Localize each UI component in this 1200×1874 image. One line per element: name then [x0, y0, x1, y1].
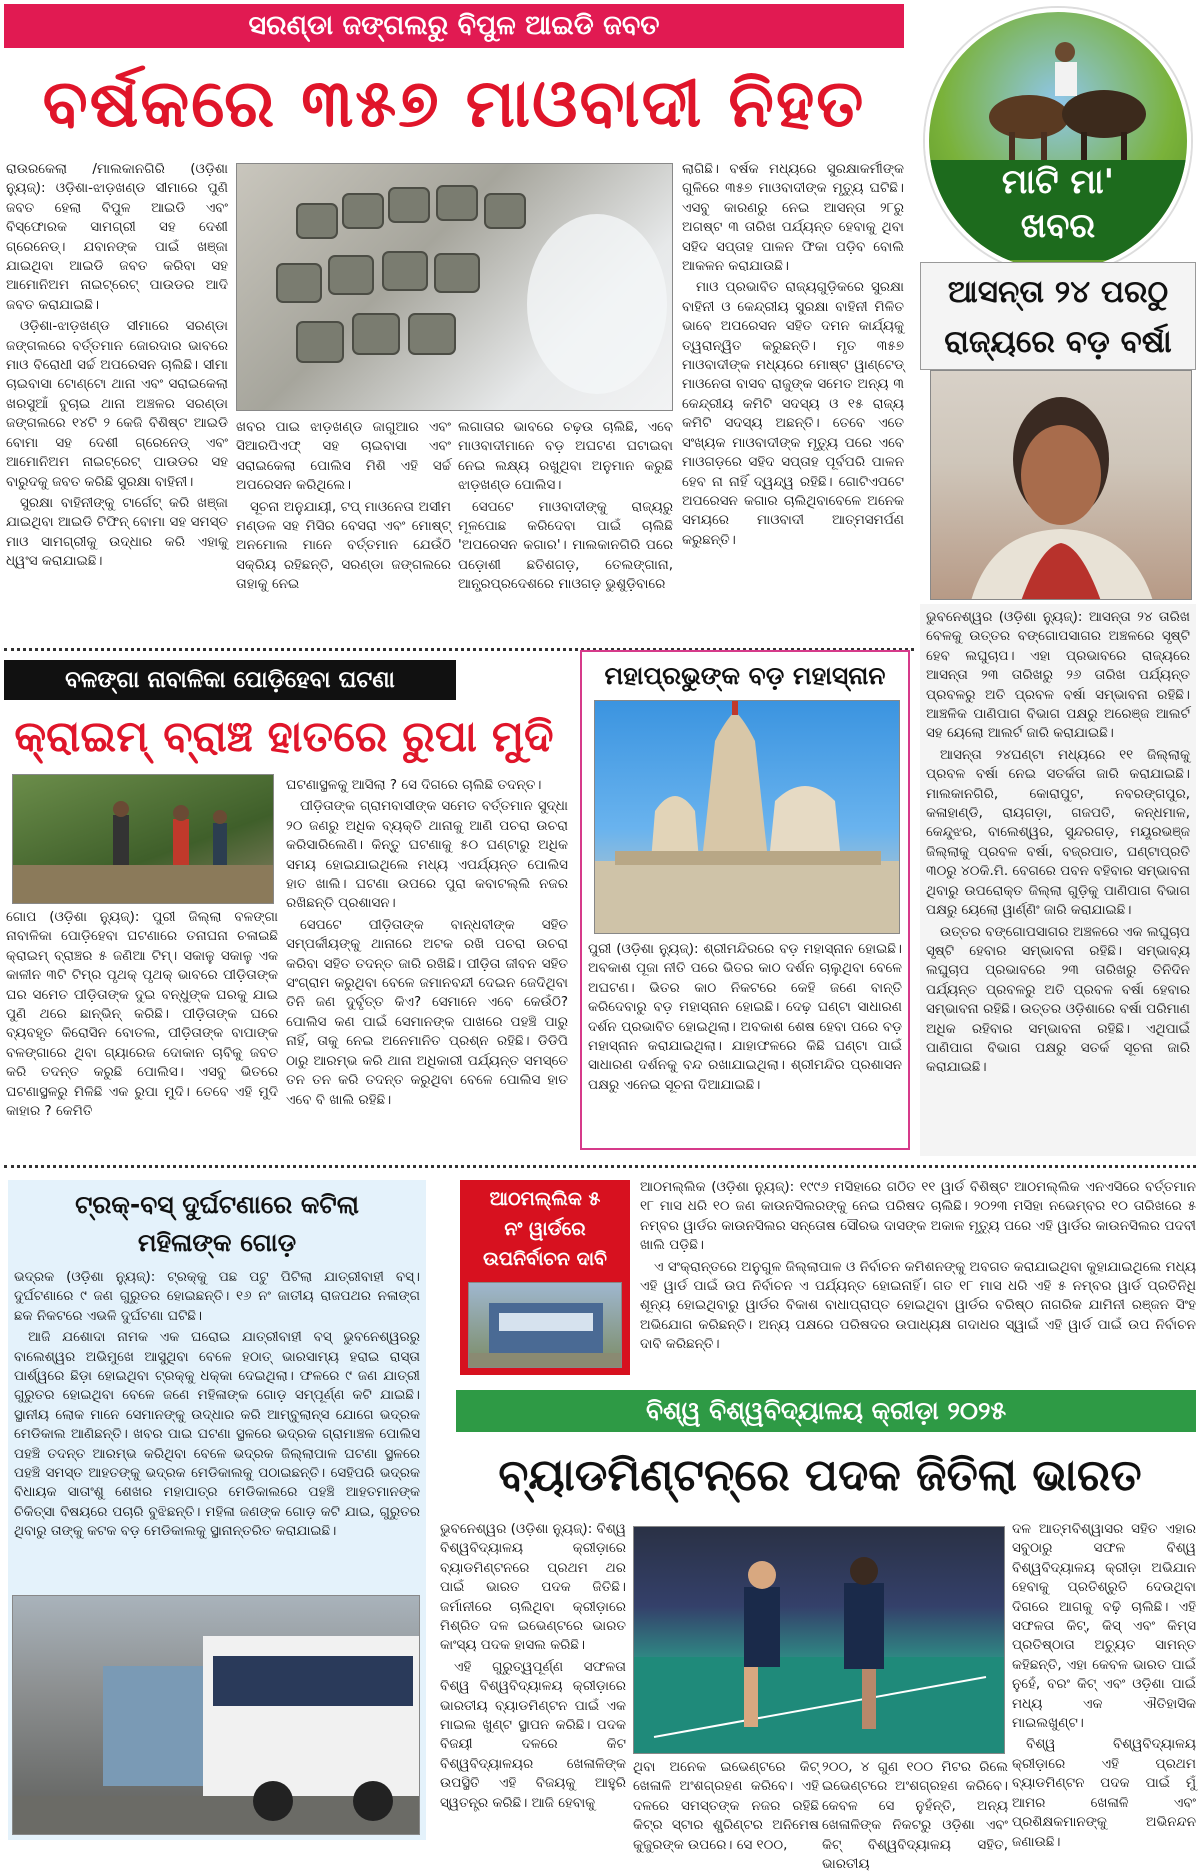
accident-story-headline	[8, 1186, 426, 1262]
paragraph: ଭୁବନେଶ୍ୱର (ଓଡ଼ିଶା ନ୍ୟୁଜ୍): ବିଶ୍ୱ ବିଶ୍ୱବିଦ୍ୟାଳୟ କ୍ରୀଡ଼ାରେ ବ୍ୟାଡମିଣ୍ଟନରେ ପ୍ରଥମ ଥର ପାଇଁ ଭାରତ ପଦକ ଜିତିଛି। ଜର୍ମାନୀରେ ଚାଲିଥିବା କ୍ରୀଡ଼ାରେ ମିଶ୍ରିତ ଦଳ ଇଭେଣ୍ଟରେ ଭାରତ କାଂସ୍ୟ ପଦକ ହାସଲ କରିଛି।	[440, 1521, 626, 1654]
farmer-oxen-icon	[969, 32, 1159, 162]
sports-story-col2a	[633, 1758, 819, 1853]
paragraph: ଆସନ୍ତା ୨୪ଘଣ୍ଟା ମଧ୍ୟରେ ୧୧ ଜିଲ୍ଲାକୁ ପ୍ରବଳ ବର୍ଷା ନେଇ ସତର୍କତା ଜାରି କରାଯାଇଛି। ମାଲକାନଗିରି, କୋରାପୁଟ, ନବରଙ୍ଗପୁର, କଳାହାଣ୍ଡି, ରାୟଗଡ଼ା, ଗଜପତି, କନ୍ଧମାଳ, କେନ୍ଦୁଝର, ବାଲେଶ୍ୱର, ସୁନ୍ଦରଗଡ଼, ମୟୂରଭଞ୍ଜ ଜିଲ୍ଲାକୁ ପ୍ରବଳ ବର୍ଷା, ବଜ୍ରପାତ, ଘଣ୍ଟାପ୍ରତି ୩୦ରୁ ୪୦କି.ମି. ବେଗରେ ପବନ ବହିବାର ସମ୍ଭାବନା ଥିବାରୁ ଉପରୋକ୍ତ ଜିଲ୍ଲା ଗୁଡ଼ିକୁ ପାଣିପାଗ ବିଭାଗ ପକ୍ଷରୁ ୟେଲୋ ୱାର୍ଣ୍ଣିଂ ଜାରି କରାଯାଇଛି।	[926, 746, 1190, 919]
temple-story-headline: ମହାପ୍ରଭୁଙ୍କ ବଡ଼ ମହାସ୍ନାନ	[604, 661, 886, 690]
portrait-illustration	[931, 371, 1192, 600]
accident-story-body	[14, 1268, 420, 1590]
ied-seizure-photo	[236, 163, 673, 411]
top-story-headline: ବର୍ଷକରେ ୩୫୭ ମାଓବାଦୀ ନିହତ	[42, 65, 866, 142]
paragraph: ଭଦ୍ରକ (ଓଡ଼ିଶା ନ୍ୟୁଜ୍): ଟ୍ରକ୍କୁ ପଛ ପଟୁ ପିଟିଲା ଯାତ୍ରୀବାହୀ ବସ୍। ଦୁର୍ଘଟଣାରେ ୯ ଜଣ ଗୁରୁତର ହୋଇଛନ୍ତି। ୧୬ ନଂ ଜାତୀୟ ରାଜପଥର ନଳାଙ୍ଗ ଛକ ନିକଟରେ ଏଭଳି ଦୁର୍ଘଟଣା ଘଟିଛି।	[14, 1269, 420, 1324]
paragraph: ସୂଚନା ଅନୁଯାୟୀ, ଟପ୍ ମାଓନେତା ଅସୀମ ମଣ୍ଡଳ ସହ ମିସିର ବେସରା ଏବଂ ମୋଷ୍ଟ୍ ଅନମୋଲ ମାନେ ବର୍ତ୍ତମାନ ଯେଉଁଠି ସକ୍ରିୟ ରହିଛନ୍ତି, ସରଣ୍ଡା ଜଙ୍ଗଲରେ ତାହାକୁ ନେଇ	[236, 498, 451, 593]
athamallik-headline-line1: ଆଠମଲ୍ଲିକ ୫	[489, 1188, 601, 1210]
paragraph: ଲାଗିଛି। ବର୍ଷକ ମଧ୍ୟରେ ସୁରକ୍ଷାକର୍ମୀଙ୍କ ଗୁଳିରେ ୩୫୭ ମାଓବାଦୀଙ୍କ ମୃତ୍ୟୁ ଘଟିଛି। ଏସବୁ କାରଣରୁ ନେଇ ଆସନ୍ତା ୨୮ରୁ ଅଗଷ୍ଟ ୩ ତାରିଖ ପର୍ଯ୍ୟନ୍ତ ହେବାକୁ ଥିବା ସହିଦ ସପ୍ତାହ ପାଳନ ଫିକା ପଡ଼ିବ ବୋଲି ଆକଳନ କରାଯାଉଛି।	[682, 161, 904, 275]
sports-story-banner: ବିଶ୍ୱ ବିଶ୍ୱବିଦ୍ୟାଳୟ କ୍ରୀଡ଼ା ୨୦୨୫	[456, 1390, 1196, 1432]
paragraph: ଭୁବନେଶ୍ୱର (ଓଡ଼ିଶା ନ୍ୟୁଜ୍): ଆସନ୍ତା ୨୪ ତାରିଖ ବେଳକୁ ଉତ୍ତର ବଙ୍ଗୋପସାଗର ଅଞ୍ଚଳରେ ସୃଷ୍ଟି ହେବ ଲଘୁଚାପ। ଏହା ପ୍ରଭାବରେ ରାଜ୍ୟରେ ଆସନ୍ତା ୨୩ ତାରିଖରୁ ୨୬ ତାରିଖ ପର୍ଯ୍ୟନ୍ତ ପ୍ରବଳରୁ ଅତି ପ୍ରବଳ ବର୍ଷା ସମ୍ଭାବନା ରହିଛି। ଆଞ୍ଚଳିକ ପାଣିପାଗ ବିଭାଗ ପକ୍ଷରୁ ଅରେଞ୍ଜ ଆଲର୍ଟ ସହ ୟେଲୋ ଆଲର୍ଟ ଜାରି କରାଯାଇଛି।	[926, 609, 1190, 742]
paragraph: ୨୦୦, ୪ ଗୁଣ ୧୦୦ ମିଟର ରିଲେ ଇଭେଣ୍ଟରେ ଅଂଶଗ୍ରହଣ କରିବେ। କେବଳ ସେ ନୁହଁନ୍ତି, ଅନ୍ୟ ଖେଳାଳିଙ୍କ ନିକଟରୁ ଓଡ଼ିଶା ଏବଂ କିଟ୍ ବିଶ୍ୱବିଦ୍ୟାଳୟ ସହିତ, ଭାରତୀୟ	[822, 1759, 1008, 1873]
paragraph: ଥିବା ଅନେକ ଇଭେଣ୍ଟରେ କିଟ୍ ଖେଳାଳି ଅଂଶଗ୍ରହଣ କରିବେ। ଏହି ଦଳରେ ସମସ୍ତଙ୍କ ନଜର ରହିଛି କିଟ୍ର ସ୍ଟାର ଶ୍ପ୍ରିଣ୍ଟର ଅନିମେଷ କୁଜୁରଙ୍କ ଉପରେ। ସେ ୧୦୦,	[633, 1759, 819, 1853]
paragraph: ସୁରକ୍ଷା ବାହିନୀଙ୍କୁ ଟାର୍ଗେଟ୍ କରି ଖଞ୍ଜା ଯାଇଥିବା ଆଇଡି ଟିଫିନ୍ ବୋମା ସହ ସମସ୍ତ ମାଓ ସାମଗ୍ରୀକୁ ଉଦ୍ଧାର କରି ଏହାକୁ ଧ୍ୱଂସ କରାଯାଇଛି।	[6, 494, 228, 570]
paragraph: ଏ ସଂକ୍ରାନ୍ତରେ ଅନୁଗୁଳ ଜିଲ୍ଲାପାଳ ଓ ନିର୍ବାଚନ କମିଶନଙ୍କୁ ଅବଗତ କରାଯାଇଥିବା କୁହାଯାଇଥିଲେ ମଧ୍ୟ ଏହି ୱାର୍ଡ ପାଇଁ ଉପ ନିର୍ବାଚନ ଏ ପର୍ଯ୍ୟନ୍ତ ହୋଇନାହିଁ। ଗତ ୧୮ ମାସ ଧରି ଏହି ୫ ନମ୍ବର ୱାର୍ଡ ପ୍ରତିନିଧି ଶୂନ୍ୟ ହୋଇଥିବାରୁ ୱାର୍ଡର ବିକାଶ ବାଧାପ୍ରାପ୍ତ ହୋଇଥିବା ୱାର୍ଡର ବରିଷ୍ଠ ନାଗରିକ ଯାମିନୀ ରଞ୍ଜନ ସିଂହ ଅଭିଯୋଗ କରିଛନ୍ତି। ଅନ୍ୟ ପକ୍ଷରେ ପରିଷଦର ଉପାଧ୍ୟକ୍ଷ ଗଦାଧର ସ୍ୱାଇଁ ଏହି ୱାର୍ଡ ପାଇଁ ଉପ ନିର୍ବାଚନ ଦାବି କରିଛନ୍ତି।	[640, 1258, 1196, 1353]
mati-maa-khabar-logo	[925, 8, 1191, 274]
top-story-col3	[458, 418, 673, 638]
paragraph: ଘଟଣାସ୍ଥଳକୁ ଆସିଲା ? ସେ ଦିଗରେ ଚାଲିଛି ତଦନ୍ତ।	[286, 777, 542, 793]
bus-accident-illustration	[13, 1596, 420, 1835]
top-story-banner: ସରଣ୍ଡା ଜଙ୍ଗଲରୁ ବିପୁଳ ଆଇଡି ଜବତ	[4, 4, 904, 48]
paragraph: ଏହି ଗୁରୁତ୍ୱପୂର୍ଣ୍ଣ ସଫଳତା ବିଶ୍ୱ ବିଶ୍ୱବିଦ୍ୟାଳୟ କ୍ରୀଡ଼ାରେ ଭାରତୀୟ ବ୍ୟାଡମିଣ୍ଟନ ପାଇଁ ଏକ ମାଇଲ ଖୁଣ୍ଟ ସ୍ଥାପନ କରିଛି। ପଦକ ବିଜୟୀ ଦଳରେ କିଟ ବିଶ୍ୱବିଦ୍ୟାଳୟର ଖେଳାଳିଙ୍କ ଉପସ୍ଥିତି ଏହି ବିଜୟକୁ ଆହୁରି ସ୍ୱତନ୍ତ୍ର କରିଛି। ଆଜି ହେବାକୁ	[440, 1658, 626, 1811]
paragraph: ସେପଟେ ପୀଡ଼ିତାଙ୍କ ବାନ୍ଧବୀଙ୍କ ସହିତ ସମ୍ପର୍କୀୟଙ୍କୁ ଥାନାରେ ଅଟକ ରଖି ପଚରା ଉଚରା କରିବା ସହିତ ତଦନ୍ତ ଜାରି ରଖିଛି। ପୀଡ଼ିତା ଜୀବନ ସହିତ ସଂଗ୍ରାମ କରୁଥିବା ବେଳେ ଜମାନବନ୍ଦୀ ଦେଇନ ଜେଦିଥିବା ତିନି ଜଣ ଦୁର୍ବୃତ୍ତ କିଏ? ସେମାନେ ଏବେ କେଉଁଠି? ପୋଲିସ କଣ ପାଇଁ ସେମାନଙ୍କ ପାଖରେ ପହଞ୍ଚି ପାରୁ ନାହିଁ, ତାକୁ ନେଇ ଅନେମାନିତ ପ୍ରଶ୍ନ ରହିଛି। ଡିଡିପି ଠାରୁ ଆରମ୍ଭ କରି ଥାନା ଅଧିକାରୀ ପର୍ଯ୍ୟନ୍ତ ସମସ୍ତେ ତନ ତନ କରି ତଦନ୍ତ କରୁଥିବା ବେଳେ ପୋଲିସ ହାତ ଏବେ ବି ଖାଲି ରହିଛି।	[286, 916, 568, 1108]
athamallik-headline	[460, 1180, 630, 1274]
logo-line2: ଖବର	[1020, 206, 1096, 246]
temple-story-body	[588, 940, 902, 1146]
crime-scene-photo	[12, 774, 274, 904]
paragraph: ସେପଟେ ମାଓବାଦୀଙ୍କୁ ରାଜ୍ୟରୁ ମୂଳପୋଛ କରିଦେବା ପାଇଁ ଚାଲିଛି 'ଅପରେସନ କଗାର'। ମାଲକାନଗିରି ପରେ ପଡ଼ୋଶୀ ଛତିଶଗଡ଼, ତେଲଙ୍ଗାନା, ଆନ୍ଧ୍ରପ୍ରଦେଶରେ ମାଓଗଡ଼ ଭୁଶୁଡ଼ିବାରେ	[458, 498, 673, 593]
official-portrait-photo	[930, 370, 1192, 600]
paragraph: ରାଉରକେଲା /ମାଲକାନଗିରି (ଓଡ଼ିଶା ନ୍ୟୁଜ୍): ଓଡ଼ିଶା-ଝାଡ଼ଖଣ୍ଡ ସୀମାରେ ପୁଣି ଜବତ ହେଲା ବିପୁଳ ଆଇଡି ଏବଂ ବିସ୍ଫୋରକ ସାମଗ୍ରୀ ସହ ଦେଶୀ ଗ୍ରେନେଡ୍। ଯବାନଙ୍କ ପାଇଁ ଖଞ୍ଜା ଯାଇଥିବା ଆଇଡି ଜବତ କରିବା ସହ ଆମୋନିଅମ ନାଇଟ୍ରେଟ୍ ପାଉଡର ଆଦି ଜବତ କରାଯାଇଛି।	[6, 161, 228, 313]
crime-story-headline: କ୍ରାଇମ୍ ବ୍ରାଞ୍ଚ ହାତରେ ରୁପା ମୁଦି	[14, 712, 554, 762]
rain-story-body	[920, 604, 1196, 1156]
rain-headline-line2: ରାଜ୍ୟରେ ବଡ଼ ବର୍ଷା	[944, 324, 1172, 360]
paragraph: ଲଗାତାର ଭାବରେ ଚଢ଼ଉ ଚାଲିଛି, ଏବେ ମାଓବାଦୀମାନେ ବଡ଼ ଅଘଟଣ ଘଟାଇବା ନେଇ ଲକ୍ଷ୍ୟ ରଖୁଥିବା ଅନୁମାନ କରୁଛି ଝାଡ଼ଖଣ୍ଡ ପୋଲିସ।	[458, 419, 673, 494]
bus-accident-photo	[12, 1595, 420, 1835]
jagannath-temple-photo	[594, 700, 900, 934]
paragraph: ମାଓ ପ୍ରଭାବିତ ରାଜ୍ୟଗୁଡ଼ିକରେ ସୁରକ୍ଷା ବାହିନୀ ଓ କେନ୍ଦ୍ରୀୟ ସୁରକ୍ଷା ବାହିନୀ ମିଳିତ ଭାବେ ଅପରେସନ ସହିତ ଦମନ କାର୍ଯ୍ୟକୁ ତ୍ୱରାନ୍ୱିତ କରୁଛନ୍ତି। ମୃତ ୩୫୭ ମାଓବାଦୀଙ୍କ ମଧ୍ୟରେ ମୋଷ୍ଟ ୱାଣ୍ଟେଡ୍ ମାଓନେତା ବାସବ ରାଜୁଙ୍କ ସମେତ ଅନ୍ୟ ୩ କେନ୍ଦ୍ରୀୟ କମିଟି ସଦସ୍ୟ ଓ ୧୫ ରାଜ୍ୟ କମିଟି ସଦସ୍ୟ ଅଛନ୍ତି। ତେବେ ଏତେ ସଂଖ୍ୟକ ମାଓବାଦୀଙ୍କ ମୃତ୍ୟୁ ପରେ ଏବେ ମାଓଗଡ଼ରେ ସହିଦ ସପ୍ତାହ ପୂର୍ବପରି ପାଳନ ହେବ ନା ନାହିଁ ଦ୍ୱନ୍ଦ୍ୱ ରହିଛି। ଗୋଟିଏପଟେ ଅପରେସନ କଗାର ଚାଲିଥିବାବେଳେ ଅନେକ ସମୟରେ ମାଓବାଦୀ ଆତ୍ମସମର୍ପଣ କରୁଛନ୍ତି।	[682, 279, 904, 548]
badminton-players-photo	[633, 1526, 1005, 1754]
paragraph: ଓଡ଼ିଶା-ଝାଡ଼ଖଣ୍ଡ ସୀମାରେ ସରଣ୍ଡା ଜଙ୍ଗଲରେ ବର୍ତ୍ତମାନ ଜୋରଦାର ଭାବରେ ମାଓ ବିରୋଧୀ ସର୍ଚ୍ଚ ଅପରେସନ ଚାଲିଛି। ସୀମା ଚାଇବାସା ଟୋଣ୍ଟୋ ଥାନା ଏବଂ ସରାଇକେଲା ଖରସୁଆଁ ବୁଚାଇ ଥାନା ଅଞ୍ଚଳର ସରଣ୍ଡା ଜଙ୍ଗଲରେ ୧୪ଟି ୨ କେଜି ବିଶିଷ୍ଟ ଆଇଡି ବୋମା ସହ ଦେଶୀ ଗ୍ରେନେଡ୍ ଏବଂ ଆମୋନିଅମ ନାଇଟ୍ରେଟ୍ ପାଉଡର ସହ ବାରୁଦକୁ ଜବତ କରିଛି ସୁରକ୍ଷା ବାହିନୀ।	[6, 318, 228, 490]
top-story-col2	[236, 418, 451, 638]
ward-office-photo	[468, 1282, 622, 1368]
crime-story-banner: ବଳଙ୍ଗା ନାବାଳିକା ପୋଡ଼ିହେବା ଘଟଣା	[4, 660, 456, 700]
top-story-col4	[682, 160, 904, 638]
paragraph: ଗୋପ (ଓଡ଼ିଶା ନ୍ୟୁଜ୍): ପୁରୀ ଜିଲ୍ଲା ବଳଙ୍ଗା ନାବାଳିକା ପୋଡ଼ିହେବା ଘଟଣାରେ ତନାଘନା ଚଳାଇଛି କ୍ରାଇମ୍ ବ୍ରାଞ୍ଚର ୫ ଜଣିଆ ଟିମ୍। ସକାଳୁ ସକାଳୁ ଏକ କାଳୀନ ୩ଟି ଟିମ୍ର ପୃଥକ୍ ପୃଥକ୍ ଭାବରେ ପୀଡ଼ିତାଙ୍କ ଘର ସମେତ ପୀଡ଼ିତାଙ୍କ ଦୁଇ ବନ୍ଧୁଙ୍କ ଘରକୁ ଯାଇ ପୁଣି ଥରେ ଛାନ୍ଭିନ୍ କରିଛି। ପୀଡ଼ିତାଙ୍କ ଘରେ ବ୍ୟବହୃତ କିରୋସିନ ବୋତଲ, ପୀଡ଼ିତାଙ୍କ ବାପାଙ୍କ ବଳଙ୍ଗାରେ ଥିବା ଗ୍ୟାରେଜ ଦୋକାନ ଚାବିକୁ ଜବତ କରି ତଦନ୍ତ କରୁଛି ପୋଲିସ। ଏସବୁ ଭିତରେ ଘଟଣାସ୍ଥଳରୁ ମିଳିଛି ଏକ ରୁପା ମୁଦି। ତେବେ ଏହି ମୁଦି କାହାର ? କେମିତି	[6, 909, 278, 1120]
temple-illustration	[595, 701, 900, 934]
paragraph: ଆଜି ଯଶୋଦା ନାମକ ଏକ ଘରୋଇ ଯାତ୍ରୀବାହୀ ବସ୍ ଭୁବନେଶ୍ୱରରୁ ବାଲେଶ୍ୱର ଅଭିମୁଖେ ଆସୁଥିବା ବେଳେ ହଠାତ୍ ଭାରସାମ୍ୟ ହରାଇ ରାସ୍ତା ପାର୍ଶ୍ୱରେ ଛିଡ଼ା ହୋଇଥିବା ଟ୍ରକ୍କୁ ଧକ୍କା ଦେଇଥିଲା। ଫଳରେ ୯ ଜଣ ଯାତ୍ରୀ ଗୁରୁତର ହୋଇଥିବା ବେଳେ ଜଣେ ମହିଳାଙ୍କ ଗୋଡ଼ ସମ୍ପୂର୍ଣ୍ଣ କଟି ଯାଇଛି। ସ୍ଥାନୀୟ ଲୋକ ମାନେ ସେମାନଙ୍କୁ ଉଦ୍ଧାର କରି ଆମ୍ବୁଲାନ୍ସ ଯୋଗେ ଭଦ୍ରକ ମେଡିକାଲ ଆଣିଛନ୍ତି। ଖବର ପାଇ ଘଟଣା ସ୍ଥଳରେ ଭଦ୍ରକ ଗ୍ରାମାଞ୍ଚଳ ପୋଲିସ ପହଞ୍ଚି ତଦନ୍ତ ଆରମ୍ଭ କରିଥିବା ବେଳେ ଭଦ୍ରକ ଜିଲ୍ଲାପାଳ ଘଟଣା ସ୍ଥଳରେ ପହଞ୍ଚି ସମସ୍ତ ଆହତଙ୍କୁ ଭଦ୍ରକ ମେଡିକାଲକୁ ପଠାଇଛନ୍ତି। ସେହିପରି ଭଦ୍ରକ ବିଧାୟକ ସାତାଂଶୁ ଶେଖର ମହାପାତ୍ର ମେଡିକାଲରେ ପହଞ୍ଚି ଆହତମାନଙ୍କ ଚିକିତ୍ସା ବିଷୟରେ ପଚାରି ବୁଝିଛନ୍ତି। ମହିଳା ଜଣଙ୍କ ଗୋଡ଼ କଟି ଯାଇ, ଗୁରୁତର ଥିବାରୁ ତାଙ୍କୁ କଟକ ବଡ଼ ମେଡିକାଲକୁ ସ୍ଥାନାନ୍ତରିତ କରାଯାଇଛି।	[14, 1329, 420, 1540]
badminton-illustration	[634, 1527, 1005, 1754]
top-story-col1	[6, 160, 228, 638]
sports-story-col3	[1012, 1520, 1196, 1850]
paragraph: ପୁରୀ (ଓଡ଼ିଶା ନ୍ୟୁଜ୍): ଶ୍ରୀମନ୍ଦିରରେ ବଡ଼ ମହାସ୍ନାନ ହୋଇଛି। ଅବକାଶ ପୂଜା ନୀତି ପରେ ଭିତର କାଠ ଦର୍ଶନ ଚାଲୁଥିବା ବେଳେ ଅଘଟଣ। ଭିତର କାଠ ନିକଟରେ କେହି ଜଣେ ବାନ୍ତି କରିଦେବାରୁ ବଡ଼ ମହାସ୍ନାନ ହୋଇଛି। ଦେଢ଼ ଘଣ୍ଟା ସାଧାରଣ ଦର୍ଶନ ପ୍ରଭାବିତ ହୋଇଥିଲା। ଅବକାଶ ଶେଷ ହେବା ପରେ ବଡ଼ ମହାସ୍ନାନ କରାଯାଇଥିଲା। ଯାହାଫଳରେ କିଛି ଘଣ୍ଟା ପାଇଁ ସାଧାରଣ ଦର୍ଶନକୁ ବନ୍ଦ ରଖାଯାଇଥିଲା। ଶ୍ରୀମନ୍ଦିର ପ୍ରଶାସନ ପକ୍ଷରୁ ଏନେଇ ସୂଚନା ଦିଆଯାଇଛି।	[588, 941, 902, 1093]
paragraph: ଆଠମଲ୍ଲିକ (ଓଡ଼ିଶା ନ୍ୟୁଜ୍): ୧୯୯୬ ମସିହାରେ ଗଠିତ ୧୧ ୱାର୍ଡ ବିଶିଷ୍ଟ ଆଠମଲ୍ଲିକ ଏନଏସିରେ ବର୍ତ୍ତମାନ ୧୮ ମାସ ଧରି ୧୦ ଜଣ କାଉନସିଲରଙ୍କୁ ନେଇ ପରିଷଦ ଚାଲିଛି। ୨୦୨୩ ମସିହା ନଭେମ୍ବର ୧୦ ତାରିଖରେ ୫ ନମ୍ବର ୱାର୍ଡର କାଉନସିଲର ସନ୍ତୋଷ ସୌରଭ ଦାସଙ୍କ ଅକାଳ ମୃତ୍ୟୁ ପରେ ଏହି ୱାର୍ଡର କାଉନସିଲର ପଦବୀ ଖାଲି ପଡ଼ିଛି।	[640, 1179, 1196, 1254]
paragraph: ପୀଡ଼ିତାଙ୍କ ଗ୍ରାମବାସୀଙ୍କ ସମେତ ବର୍ତ୍ତମାନ ସୁଦ୍ଧା ୨୦ ଜଣରୁ ଅଧିକ ବ୍ୟକ୍ତି ଥାନାକୁ ଆଣି ପଚରା ଉଚରା କରିସାରିଲେଣି। କିନ୍ତୁ ଘଟଣାକୁ ୫୦ ଘଣ୍ଟାରୁ ଅଧିକ ସମୟ ହୋଇଯାଇଥିଲେ ମଧ୍ୟ ଏପର୍ଯ୍ୟନ୍ତ ପୋଲିସ ହାତ ଖାଲି। ଘଟଣା ଉପରେ ପୁରା କବାଟଲ୍ଲି ନଜର ରଖିଛନ୍ତି ପ୍ରଶାସନ।	[286, 798, 568, 912]
crime-photo-illustration	[13, 775, 274, 904]
paragraph: ଉତ୍ତର ବଙ୍ଗୋପସାଗର ଅଞ୍ଚଳରେ ଏକ ଲଘୁଚାପ ସୃଷ୍ଟି ହେବାର ସମ୍ଭାବନା ରହିଛି। ସମ୍ଭାବ୍ୟ ଲଘୁଚାପ ପ୍ରଭାବରେ ୨୩ ତାରିଖରୁ ତିନିଦିନ ପର୍ଯ୍ୟନ୍ତ ପ୍ରବଳରୁ ଅତି ପ୍ରବଳ ବର୍ଷା ହେବାର ସମ୍ଭାବନା ରହିଛି। ଉତ୍ତର ଓଡ଼ିଶାରେ ବର୍ଷା ପରିମାଣ ଅଧିକ ରହିବାର ସମ୍ଭାବନା ରହିଛି। ଏଥିପାଇଁ ପାଣିପାଗ ବିଭାଗ ପକ୍ଷରୁ ସତର୍କ ସୂଚନା ଜାରି କରାଯାଇଛି।	[926, 923, 1190, 1076]
logo-line1: ମାଟି ମା'	[1001, 162, 1115, 202]
crime-story-col2	[286, 776, 568, 1148]
sports-story-col2b	[822, 1758, 1008, 1873]
paragraph: ବିଶ୍ୱ ବିଶ୍ୱବିଦ୍ୟାଳୟ କ୍ରୀଡ଼ାରେ ଏହି ପ୍ରଥମ ବ୍ୟାଡମିଣ୍ଟନ ପଦକ ପାଇଁ ମୁଁ ଆମର ଖେଳାଳି ଏବଂ ପ୍ରଶିକ୍ଷକମାନଙ୍କୁ ଅଭିନନ୍ଦନ ଜଣାଉଛି।	[1012, 1736, 1196, 1850]
rain-story-headline	[920, 262, 1196, 370]
rain-headline-line1: ଆସନ୍ତା ୨୪ ପରଠୁ	[947, 274, 1169, 310]
ied-photo-illustration	[237, 164, 673, 411]
paragraph: ଦଳ ଆତ୍ମବିଶ୍ୱାସର ସହିତ ଏହାର ସବୁଠାରୁ ସଫଳ ବିଶ୍ୱ ବିଶ୍ୱବିଦ୍ୟାଳୟ କ୍ରୀଡ଼ା ଅଭିଯାନ ହେବାକୁ ପ୍ରତିଶ୍ରୁତି ଦେଉଥିବା ଦିଗରେ ଆଗକୁ ବଢ଼ି ଚାଲିଛି। ଏହି ସଫଳତା କିଟ୍, କିସ୍ ଏବଂ କିମ୍ସ ପ୍ରତିଷ୍ଠାତା ଅଚ୍ୟୁତ ସାମନ୍ତ କହିଛନ୍ତି, ଏହା କେବଳ ଭାରତ ପାଇଁ ନୁହେଁ, ବରଂ କିଟ୍ ଏବଂ ଓଡ଼ିଶା ପାଇଁ ମଧ୍ୟ ଏକ ଐତିହାସିକ ମାଇଲଖୁଣ୍ଟ।	[1012, 1521, 1196, 1732]
paragraph: ଖବର ପାଇ ଝାଡ଼ଖଣ୍ଡ ଜାଗୁଆର ଏବଂ ସିଆରପିଏଫ୍ ସହ ଚାଇବାସା ଏବଂ ସରାଇକେଲା ପୋଲିସ ମିଶି ଏହି ସର୍ଚ୍ଚ ଅପରେସନ କରିଥିଲେ।	[236, 419, 451, 494]
sports-story-headline: ବ୍ୟାଡମିଣ୍ଟନ୍ରେ ପଦକ ଜିତିଲା ଭାରତ	[498, 1450, 1142, 1501]
athamallik-headline-line2: ନଂ ୱାର୍ଡରେ	[504, 1218, 586, 1240]
athamallik-headline-line3: ଉପନିର୍ବାଚନ ଦାବି	[483, 1248, 607, 1270]
crime-story-col1	[6, 908, 278, 1148]
athamallik-story-body	[640, 1178, 1196, 1378]
accident-headline-line1: ଟ୍ରକ୍-ବସ୍ ଦୁର୍ଘଟଣାରେ କଟିଲା	[75, 1190, 359, 1219]
accident-headline-line2: ମହିଳାଙ୍କ ଗୋଡ଼	[137, 1228, 297, 1257]
sports-story-col1	[440, 1520, 626, 1842]
ward-office-illustration	[469, 1283, 622, 1368]
section-divider	[4, 1165, 1196, 1168]
